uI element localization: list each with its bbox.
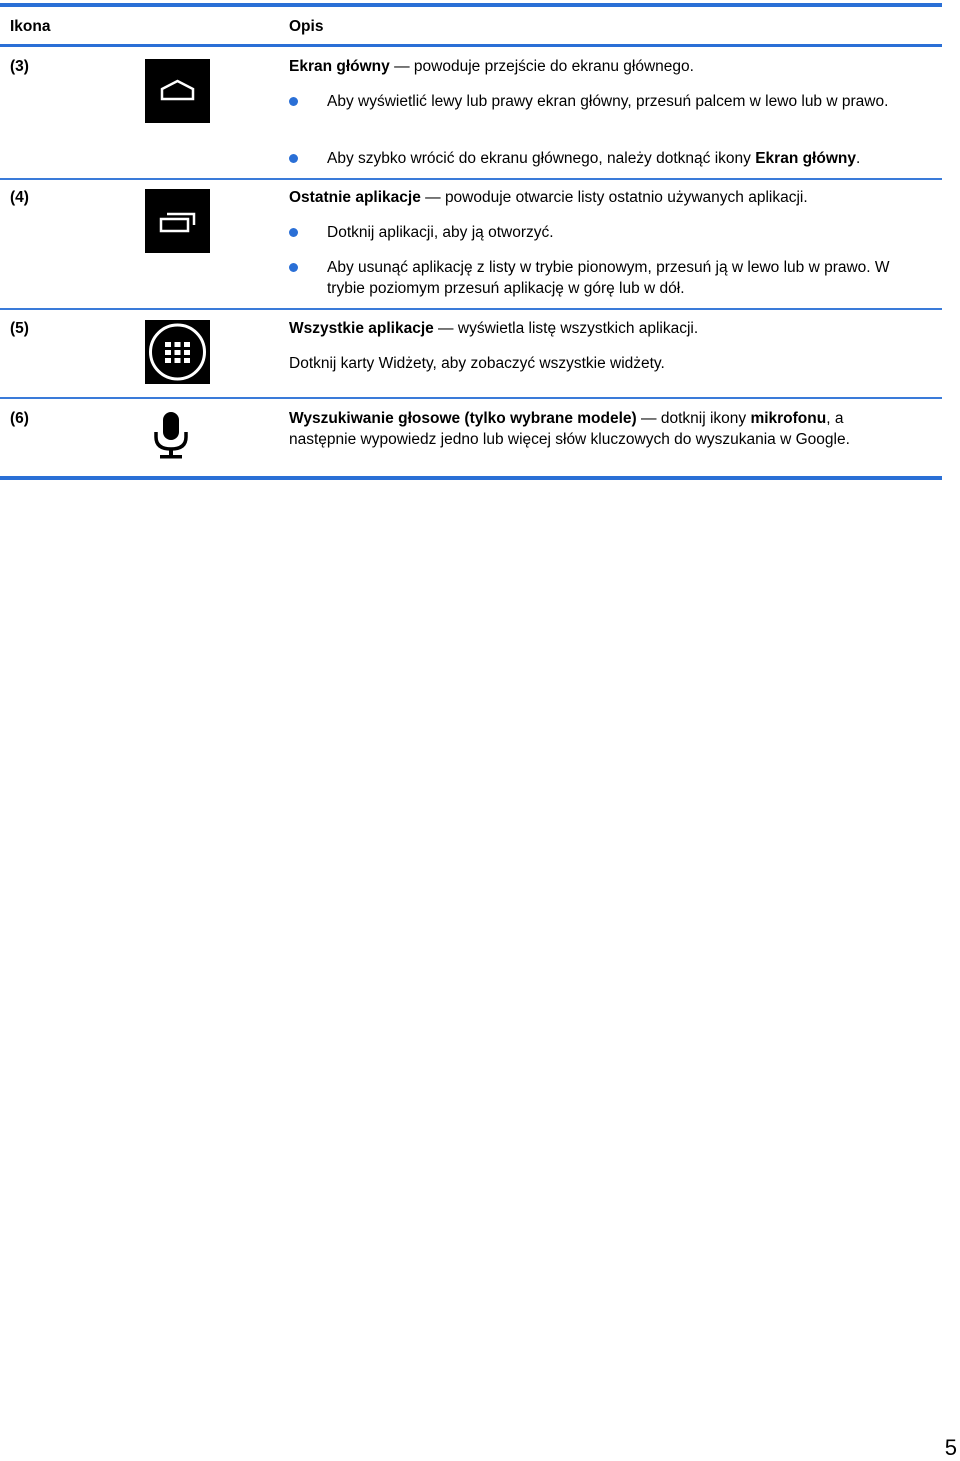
- row-description: Ekran główny — powoduje przejście do ekranu głównego.: [289, 58, 694, 75]
- recent-apps-icon: [145, 189, 210, 253]
- row-divider: [0, 397, 942, 399]
- row-description: Ostatnie aplikacje — powoduje otwarcie listy ostatnio używanych aplikacji.: [289, 189, 808, 206]
- home-icon: [145, 59, 210, 123]
- row-title: Ostatnie aplikacje: [289, 189, 421, 206]
- row-title: Wszystkie aplikacje: [289, 320, 434, 337]
- header-description-column: Opis: [289, 18, 324, 35]
- row-number: (3): [10, 58, 29, 75]
- table-top-rule: [0, 3, 942, 7]
- bullet-dot: [289, 97, 298, 106]
- row-number: (6): [10, 410, 29, 427]
- bullet-text: Aby usunąć aplikację z listy w trybie pionowym, przesuń ją w lewo lub w prawo. W trybie poziomym przesuń aplikację w górę lub w dół.: [327, 259, 890, 297]
- header-bottom-rule: [0, 44, 942, 47]
- bullet-text: Aby szybko wrócić do ekranu głównego, należy dotknąć ikony Ekran główny.: [327, 150, 861, 167]
- row-description: Wszystkie aplikacje — wyświetla listę wszystkich aplikacji.: [289, 320, 699, 337]
- bullet-dot: [289, 228, 298, 237]
- table-bottom-rule: [0, 476, 942, 480]
- row-description: Wyszukiwanie głosowe (tylko wybrane modele) — dotknij ikony mikrofonu, a następnie wypowiedz jedno lub więcej słów kluczowych do wyszukania w Google.: [289, 410, 850, 448]
- row-number: (4): [10, 189, 29, 206]
- row-note: Dotknij karty Widżety, aby zobaczyć wszystkie widżety.: [289, 355, 665, 372]
- row-divider: [0, 178, 942, 180]
- bullet-text: Aby wyświetlić lewy lub prawy ekran główny, przesuń palcem w lewo lub w prawo.: [327, 93, 889, 110]
- row-title: Ekran główny: [289, 58, 390, 75]
- header-icon-column: Ikona: [10, 18, 51, 35]
- all-apps-icon: [145, 320, 210, 384]
- row-title: Wyszukiwanie głosowe (tylko wybrane modele): [289, 410, 637, 427]
- bullet-dot: [289, 263, 298, 272]
- page-number: 5: [944, 1435, 957, 1460]
- row-divider: [0, 308, 942, 310]
- bullet-dot: [289, 154, 298, 163]
- microphone-icon: [150, 410, 192, 468]
- row-number: (5): [10, 320, 29, 337]
- bullet-text: Dotknij aplikacji, aby ją otworzyć.: [327, 224, 554, 241]
